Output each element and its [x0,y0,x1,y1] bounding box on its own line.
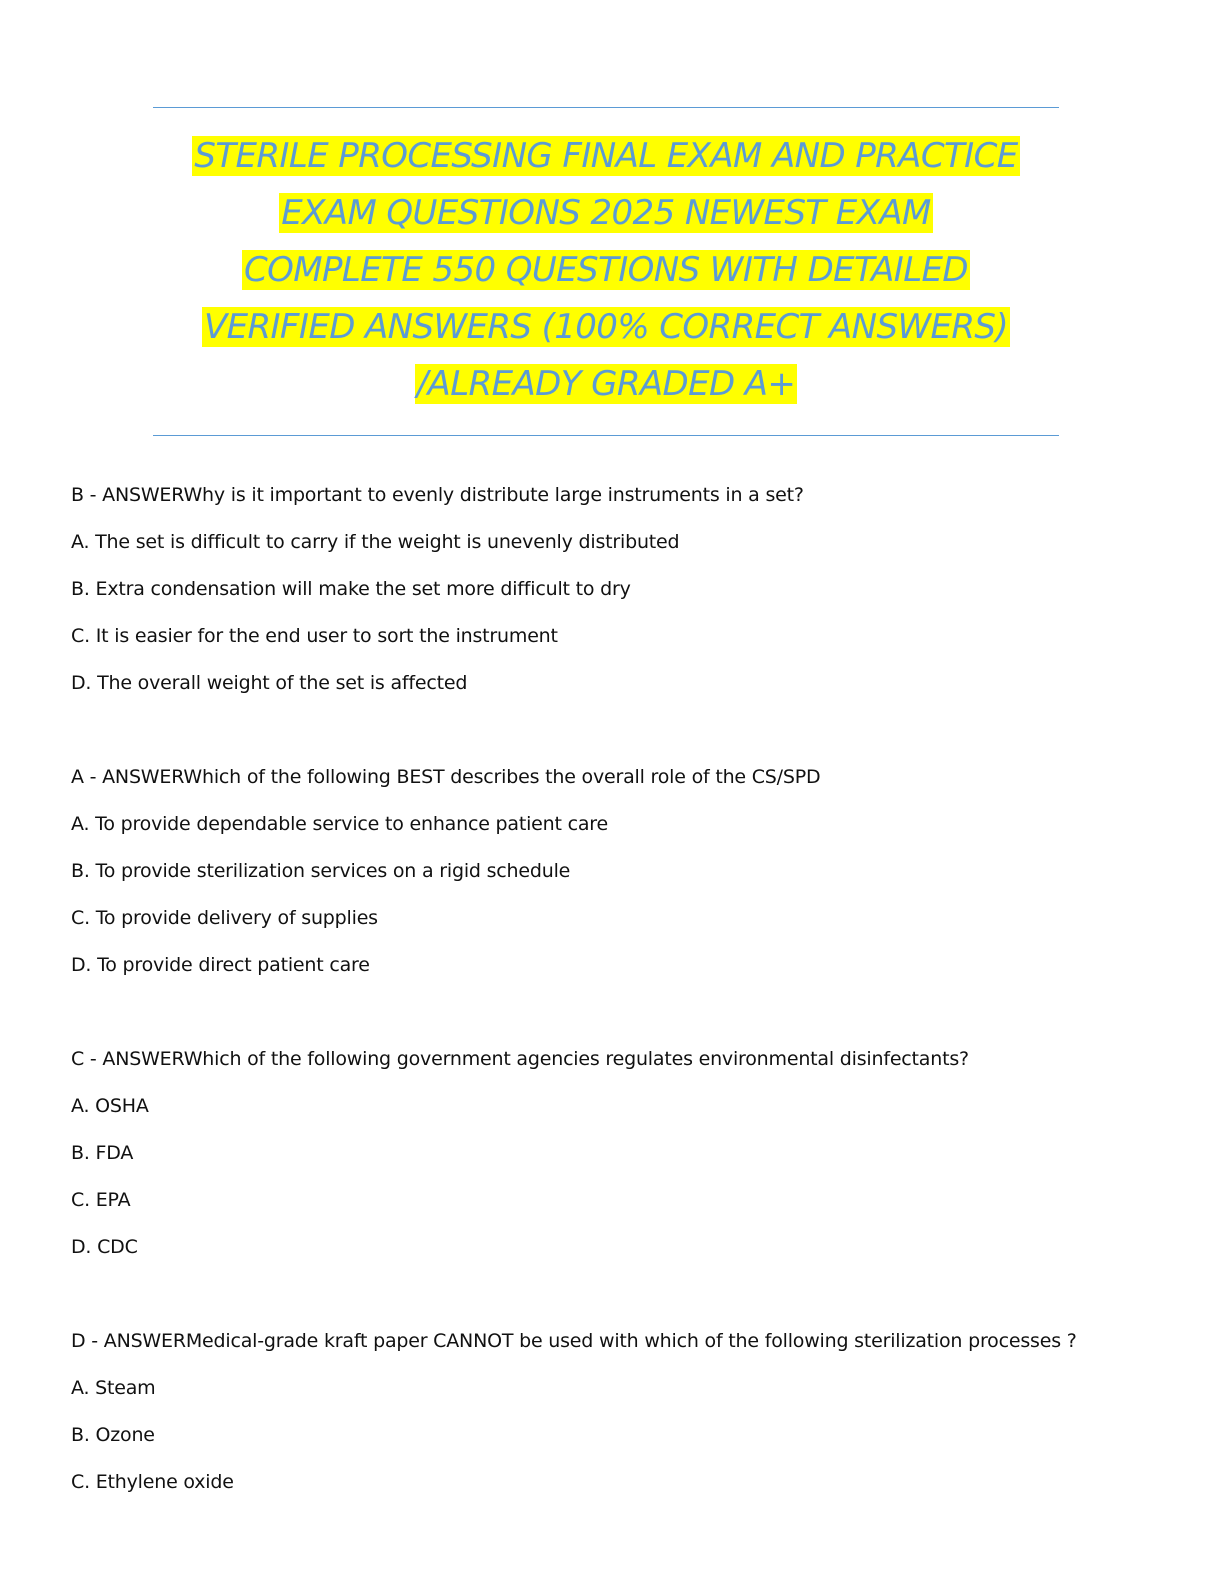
bottom-divider [153,435,1059,436]
question-stem: B - ANSWERWhy is it important to evenly distribute large instruments in a set? [71,484,804,506]
top-divider [153,107,1059,108]
answer-option: B. Extra condensation will make the set more difficult to dry [71,578,631,600]
question-3 [71,1036,1171,1271]
question-2 [71,754,1171,989]
title-line-4-text: VERIFIED ANSWERS (100% CORRECT ANSWERS) [203,307,1009,347]
title-line-5-text: /ALREADY GRADED A+ [416,364,796,404]
answer-option: A. OSHA [71,1095,149,1117]
title-line-1-text: STERILE PROCESSING FINAL EXAM AND PRACTICE [194,136,1018,176]
title-line-3 [153,242,1059,299]
answer-option: A. Steam [71,1377,156,1399]
answer-option: C. It is easier for the end user to sort the instrument [71,625,558,647]
answer-option: D. CDC [71,1236,138,1258]
answer-option: B. Ozone [71,1424,155,1446]
question-4 [71,1318,1171,1506]
answer-option: C. Ethylene oxide [71,1471,234,1493]
answer-option: D. To provide direct patient care [71,954,370,976]
answer-option: A. To provide dependable service to enhance patient care [71,813,608,835]
question-stem: A - ANSWERWhich of the following BEST describes the overall role of the CS/SPD [71,766,821,788]
title-line-4 [153,299,1059,356]
question-list [71,472,1171,1553]
question-stem: C - ANSWERWhich of the following government agencies regulates environmental disinfectants? [71,1048,969,1070]
title-line-1 [153,128,1059,185]
title-line-3-text: COMPLETE 550 QUESTIONS WITH DETAILED [243,250,968,290]
document-title [153,128,1059,413]
answer-option: A. The set is difficult to carry if the weight is unevenly distributed [71,531,680,553]
answer-option: C. EPA [71,1189,131,1211]
answer-option: B. FDA [71,1142,134,1164]
title-line-2-text: EXAM QUESTIONS 2025 NEWEST EXAM [281,193,931,233]
answer-option: D. The overall weight of the set is affected [71,672,468,694]
answer-option: B. To provide sterilization services on a rigid schedule [71,860,571,882]
question-1 [71,472,1171,707]
answer-option: C. To provide delivery of supplies [71,907,378,929]
question-stem: D - ANSWERMedical-grade kraft paper CANNOT be used with which of the following sterilization processes ? [71,1330,1077,1352]
title-line-2 [153,185,1059,242]
title-line-5 [153,356,1059,413]
